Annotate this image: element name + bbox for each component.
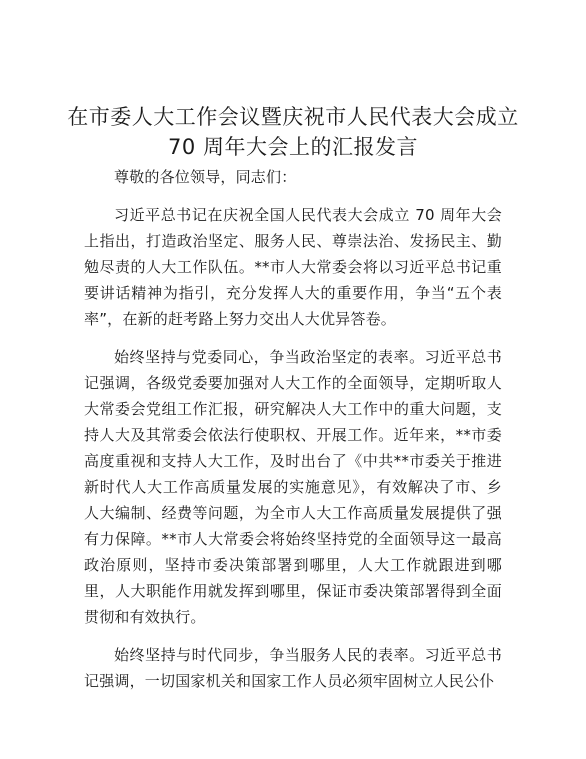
document-body — [84, 164, 502, 706]
salutation: 尊敬的各位领导，同志们： — [114, 168, 297, 186]
paragraph-1: 习近平总书记在庆祝全国人民代表大会成立 70 周年大会上指出，打造政治坚定、服务人民、尊崇法治、发扬民主、勤勉尽责的人大工作队伍。**市人大常委会将以习近平总书记重要讲话精神为指引，充分发挥人大的重要作用，争当“五个表率”，在新的赶考路上努力交出人大优异答卷。 — [84, 206, 502, 328]
document-title: 在市委人大工作会议暨庆祝市人民代表大会成立 70 周年大会上的汇报发言 — [67, 105, 519, 159]
paragraph-2: 始终坚持与党委同心，争当政治坚定的表率。习近平总书记强调，各级党委要加强对人大工作的全面领导，定期听取人大常委会党组工作汇报，研究解决人大工作中的重大问题，支持人大及其常委会依法行使职权、开展工作。近年来，**市委高度重视和支持人大工作，及时出台了《中共**市委关于推进新时代人大工作高质量发展的实施意见》，有效解决了市、乡人大编制、经费等问题，为全市人大工作高质量发展提供了强有力保障。**市人大常委会将始终坚持党的全面领导这一最高政治原则，坚持市委决策部署到哪里，人大工作就跟进到哪里，人大职能作用就发挥到哪里，保证市委决策部署得到全面贯彻和有效执行。 — [84, 348, 502, 626]
paragraph-3: 始终坚持与时代同步，争当服务人民的表率。习近平总书记强调，一切国家机关和国家工作人员必须牢固树立人民公仆 — [84, 646, 502, 690]
